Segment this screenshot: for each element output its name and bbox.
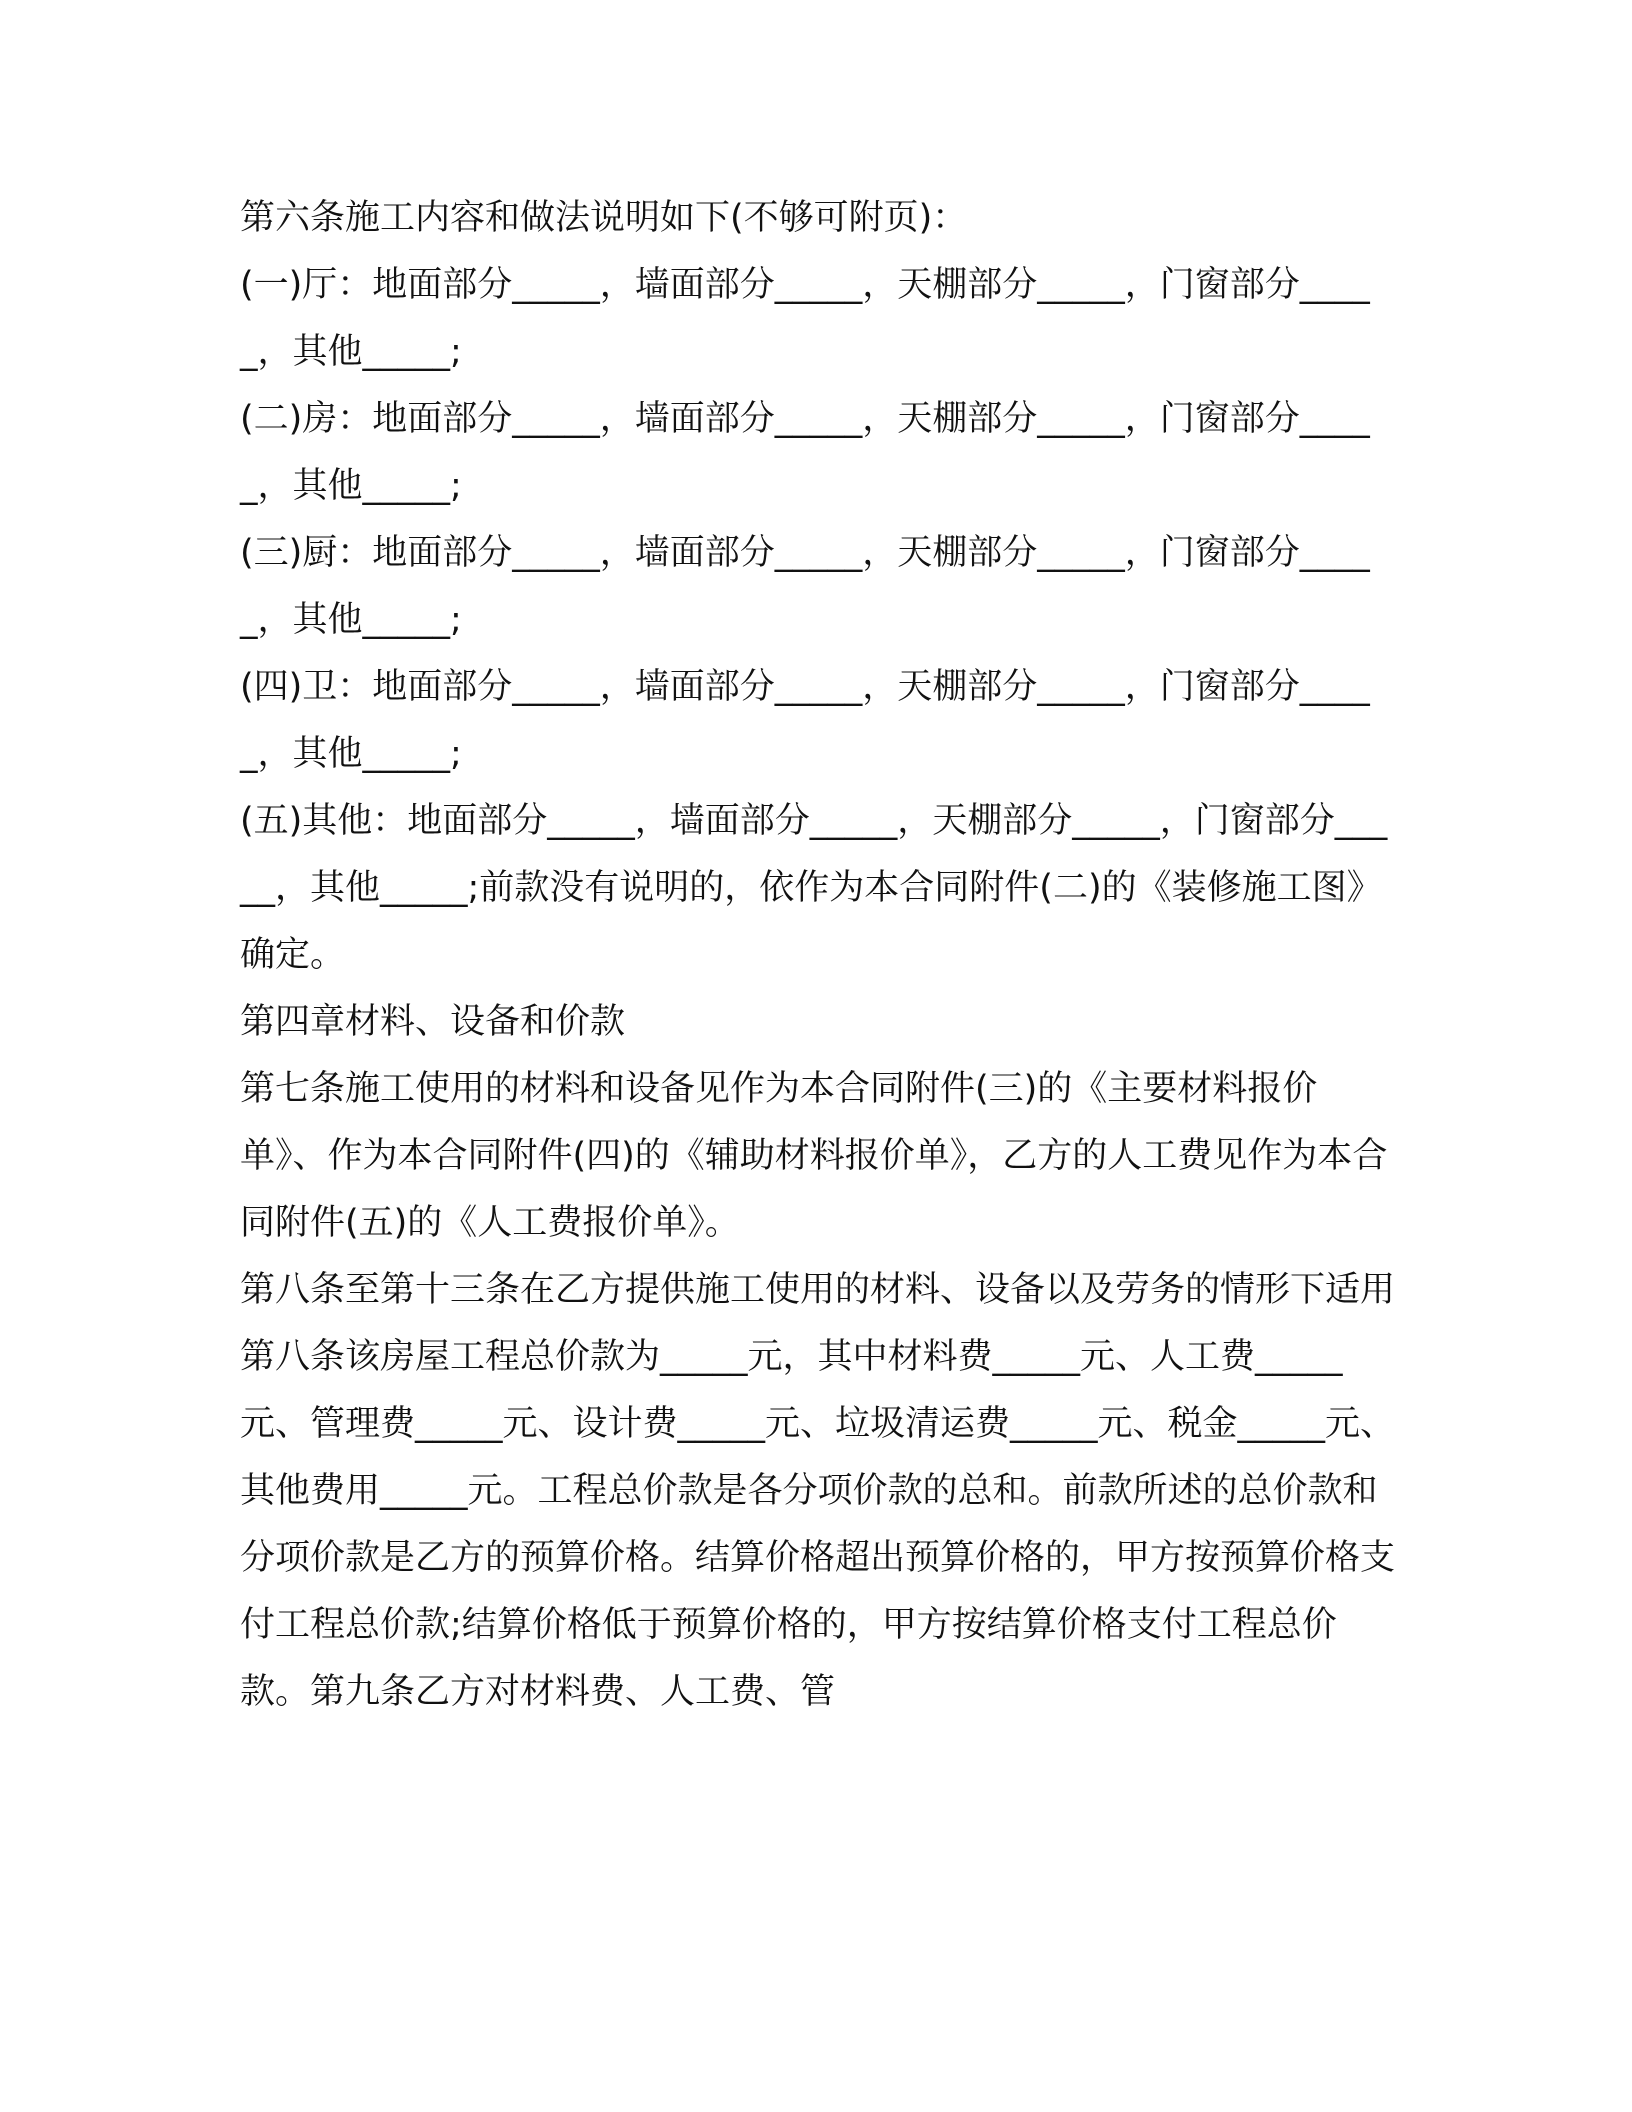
article-6-heading: 第六条施工内容和做法说明如下(不够可附页)： — [240, 198, 968, 238]
article-7: 第七条施工使用的材料和设备见作为本合同附件(三)的《主要材料报价单》、作为本合同附件(四)的《辅助材料报价单》，乙方的人工费见作为本合同附件(五)的《人工费报价单》。 — [240, 1069, 1388, 1243]
article-8: 第八条该房屋工程总价款为_____元，其中材料费_____元、人工费_____元、管理费_____元、设计费_____元、垃圾清运费_____元、税金_____元、其他费用_____元。工程总价款是各分项价款的总和。前款所述的总价款和分项价款是乙方的预算价格。结算价格超出预算价格的，甲方按预算价格支付工程总价款;结算价格低于预算价格的，甲方按结算价格支付工程总价款。第九条乙方对材料费、人工费、管 — [240, 1337, 1396, 1712]
item-room: (二)房：地面部分_____，墙面部分_____，天棚部分_____，门窗部分_____，其他_____; — [240, 399, 1370, 506]
item-kitchen: (三)厨：地面部分_____，墙面部分_____，天棚部分_____，门窗部分_____，其他_____; — [240, 533, 1370, 640]
item-hall: (一)厅：地面部分_____，墙面部分_____，天棚部分_____，门窗部分_____，其他_____; — [240, 265, 1370, 372]
document-body — [240, 185, 1400, 1726]
chapter-4-heading: 第四章材料、设备和价款 — [240, 1002, 626, 1042]
item-other: (五)其他：地面部分_____，墙面部分_____，天棚部分_____，门窗部分_____，其他_____;前款没有说明的，依作为本合同附件(二)的《装修施工图》确定。 — [240, 801, 1388, 975]
item-bathroom: (四)卫：地面部分_____，墙面部分_____，天棚部分_____，门窗部分_____，其他_____; — [240, 667, 1370, 774]
articles-8-13-note: 第八条至第十三条在乙方提供施工使用的材料、设备以及劳务的情形下适用 — [240, 1270, 1396, 1310]
